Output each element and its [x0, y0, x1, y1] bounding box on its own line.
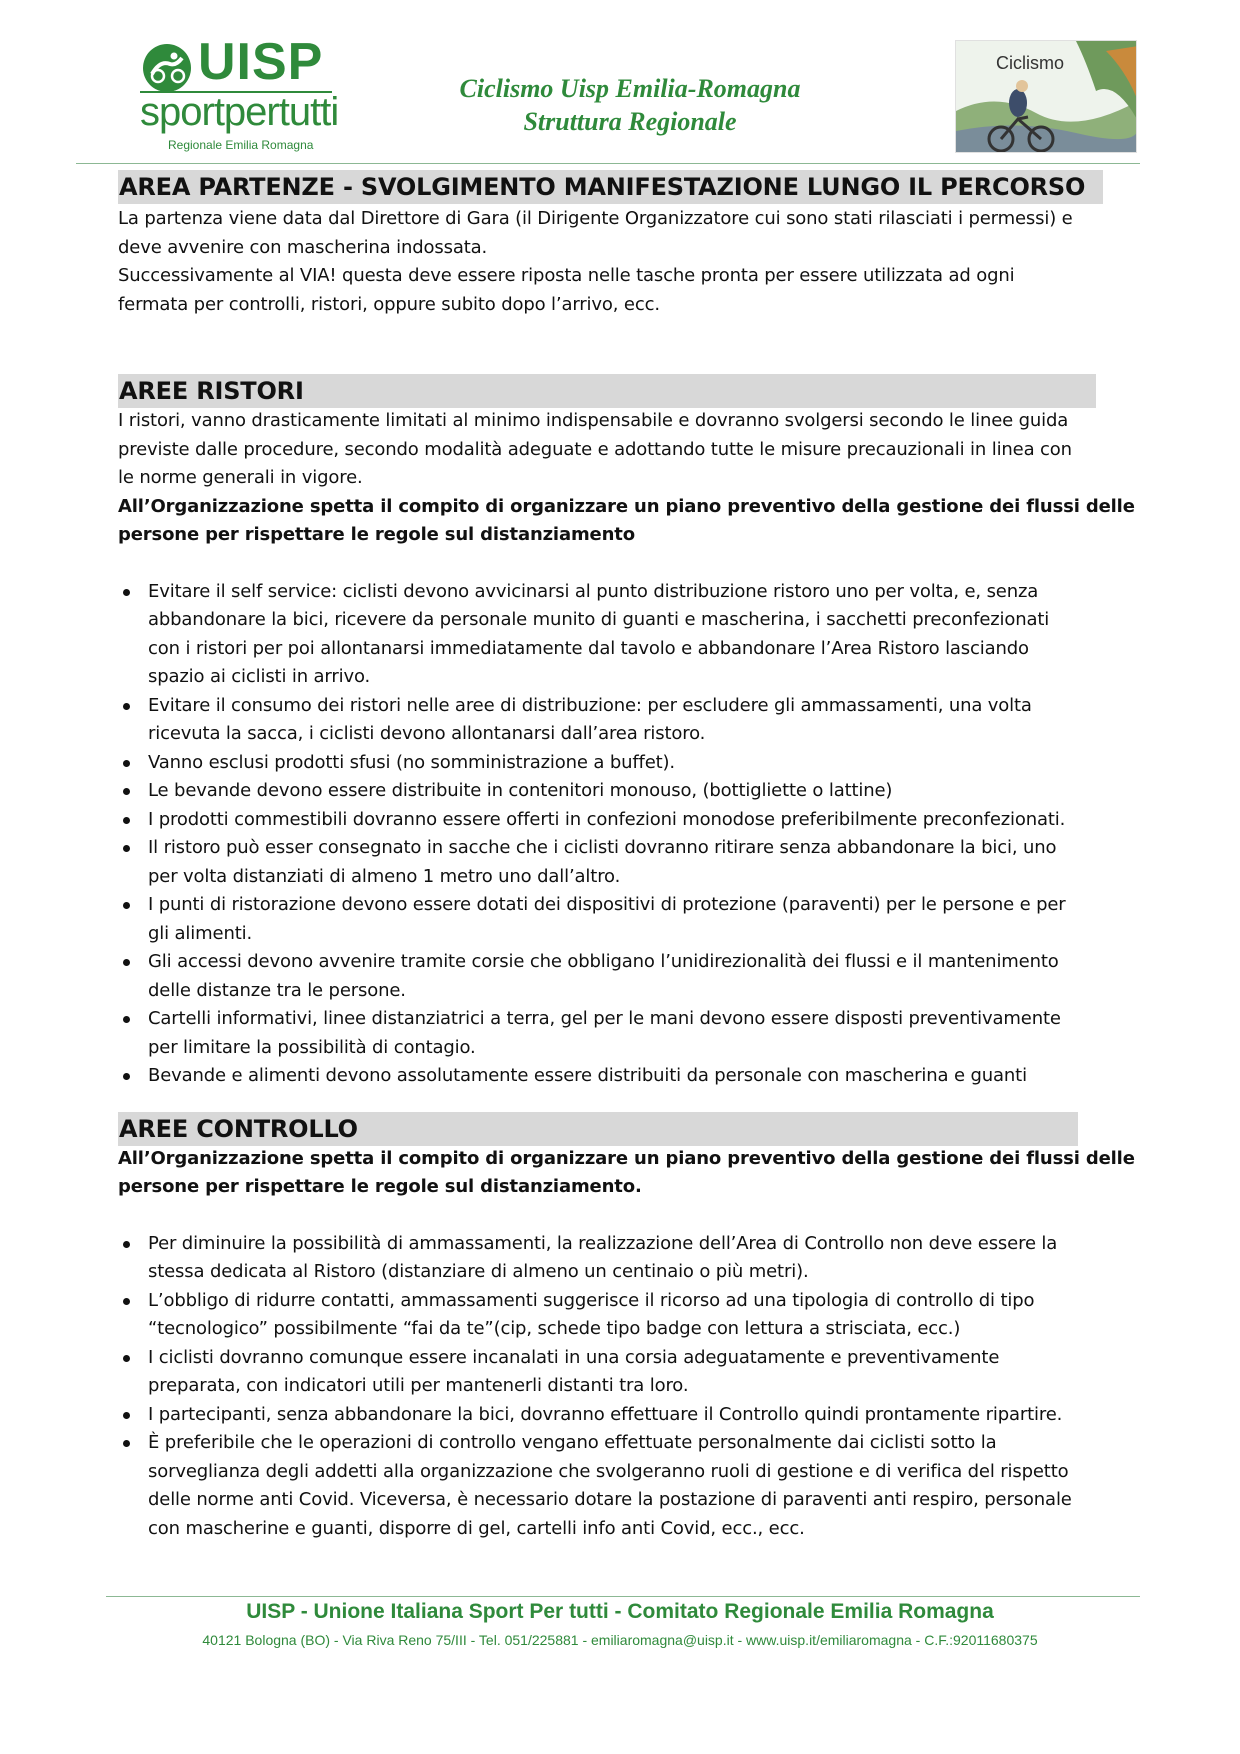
section-ristori — [118, 374, 1096, 408]
list-item-line: spazio ai ciclisti in arrivo. — [148, 666, 371, 687]
bullet-icon — [123, 1355, 130, 1362]
list-item-line: delle norme anti Covid. Viceversa, è necessario dotare la postazione di paraventi anti respiro, personale — [148, 1489, 1072, 1510]
footer-address: 40121 Bologna (BO) - Via Riva Reno 75/III - Tel. 051/225881 - emiliaromagna@uisp.it - www.uisp.it/emiliaromagna - C.F.:92011680375 — [202, 1632, 1038, 1648]
list-item — [118, 834, 1138, 891]
list-item-line: ricevuta la sacca, i ciclisti devono allontanarsi dall’area ristoro. — [148, 723, 706, 744]
ristori-bold-line: All’Organizzazione spetta il compito di organizzare un piano preventivo della gestione dei flussi delle — [118, 495, 1135, 517]
list-item-line: con mascherine e guanti, disporre di gel, cartelli info anti Covid, ecc., ecc. — [148, 1517, 805, 1539]
list-item-line: I partecipanti, senza abbandonare la bici, dovranno effettuare il Controllo quindi prontamente ripartire. — [148, 1403, 1063, 1425]
list-item — [118, 777, 1138, 806]
ristori-text — [118, 407, 1138, 550]
list-item-line: Le bevande devono essere distribuite in contenitori monouso, (bottigliette o lattine) — [148, 780, 893, 801]
section-controllo — [118, 1112, 1078, 1146]
bullet-icon — [123, 788, 130, 795]
header-title-line1: Ciclismo Uisp Emilia-Romagna — [459, 74, 801, 103]
partenze-line: Successivamente al VIA! questa deve essere riposta nelle tasche pronta per essere utilizzata ad ogni — [118, 265, 1015, 286]
section-title-controllo: AREE CONTROLLO — [118, 1112, 1078, 1146]
logo-tagline: sportpertutti — [140, 90, 339, 134]
cyclist-emblem-icon — [138, 40, 198, 94]
list-item-line: “tecnologico” possibilmente “fai da te”(cip, schede tipo badge con lettura a strisciata, ecc.) — [148, 1318, 961, 1339]
list-item-line: Per diminuire la possibilità di ammassamenti, la realizzazione dell’Area di Controllo non deve essere la — [148, 1232, 1058, 1254]
bullet-icon — [123, 1412, 130, 1419]
bullet-icon — [123, 902, 130, 909]
partenze-text — [118, 205, 1138, 319]
page-header — [0, 0, 1240, 165]
footer-divider — [106, 1596, 1140, 1597]
bullet-icon — [123, 817, 130, 824]
ristori-line: previste dalle procedure, secondo modalità adeguate e adottando tutte le misure precauzionali in linea con — [118, 438, 1072, 460]
bullet-icon — [123, 760, 130, 767]
list-item — [118, 692, 1138, 749]
controllo-bold-line: persone per rispettare le regole sul distanziamento. — [118, 1176, 642, 1197]
controllo-bold-line: All’Organizzazione spetta il compito di organizzare un piano preventivo della gestione dei flussi delle — [118, 1147, 1135, 1169]
list-item — [118, 578, 1138, 692]
list-item-line: I ciclisti dovranno comunque essere incanalati in una corsia adeguatamente e preventivamente — [148, 1346, 1000, 1368]
list-item-line: sorveglianza degli addetti alla organizzazione che svolgeranno ruoli di gestione e di verifica del rispetto — [148, 1460, 1069, 1482]
list-item-line: preparata, con indicatori utili per mantenerli distanti tra loro. — [148, 1375, 689, 1396]
list-item — [118, 749, 1138, 778]
list-item-line: I punti di ristorazione devono essere dotati dei dispositivi di protezione (paraventi) per le persone e per — [148, 894, 1066, 915]
bullet-icon — [123, 1440, 130, 1447]
bullet-icon — [123, 845, 130, 852]
partenze-line: La partenza viene data dal Direttore di Gara (il Dirigente Organizzatore cui sono stati rilasciati i permessi) e — [118, 208, 1073, 229]
logo-brand-text: UISP — [198, 33, 324, 91]
list-item-line: È preferibile che le operazioni di controllo vengano effettuate personalmente dai ciclisti sotto la — [148, 1432, 997, 1453]
list-item-line: delle distanze tra le persone. — [148, 979, 406, 1001]
section-partenze — [118, 170, 1103, 204]
partenze-line: deve avvenire con mascherina indossata. — [118, 236, 488, 258]
ristori-line: I ristori, vanno drasticamente limitati al minimo indispensabile e dovranno svolgersi secondo le linee guida — [118, 410, 1069, 431]
list-item-line: per limitare la possibilità di contagio. — [148, 1036, 476, 1058]
header-title — [400, 72, 860, 138]
ciclismo-logo — [955, 40, 1137, 153]
list-item-line: stessa dedicata al Ristoro (distanziare di almeno un centinaio o più metri). — [148, 1261, 809, 1282]
list-item — [118, 948, 1138, 1005]
bullet-icon — [123, 1241, 130, 1248]
ciclismo-logo-title: Ciclismo — [996, 53, 1065, 73]
list-item-line: Evitare il self service: ciclisti devono avvicinarsi al punto distribuzione ristoro uno per volta, e, senza — [148, 580, 1039, 602]
bullet-icon — [123, 1016, 130, 1023]
footer-title: UISP - Unione Italiana Sport Per tutti - Comitato Regionale Emilia Romagna — [246, 1600, 994, 1623]
bullet-icon — [123, 703, 130, 710]
bullet-icon — [123, 1073, 130, 1080]
list-item — [118, 1344, 1138, 1401]
list-item-line: con i ristori per poi allontanarsi immediatamente dal tavolo e abbandonare l’Area Ristoro lasciando — [148, 637, 1029, 659]
header-title-line2: Struttura Regionale — [523, 107, 737, 136]
list-item-line: gli alimenti. — [148, 922, 253, 944]
logo-region: Regionale Emilia Romagna — [168, 138, 314, 152]
list-item — [118, 891, 1138, 948]
section-title-ristori: AREE RISTORI — [118, 374, 1096, 408]
list-item — [118, 1287, 1138, 1344]
controllo-bullet-list — [118, 1230, 1138, 1544]
list-item — [118, 1062, 1138, 1091]
list-item — [118, 1230, 1138, 1287]
ristori-bullet-list — [118, 578, 1138, 1091]
list-item-line: L’obbligo di ridurre contatti, ammassamenti suggerisce il ricorso ad una tipologia di controllo di tipo — [148, 1289, 1035, 1311]
header-divider — [76, 163, 1140, 164]
ristori-line: le norme generali in vigore. — [118, 467, 363, 488]
list-item-line: Gli accessi devono avvenire tramite corsie che obbligano l’unidirezionalità dei flussi e il mantenimento — [148, 951, 1059, 972]
list-item-line: Vanno esclusi prodotti sfusi (no somministrazione a buffet). — [148, 751, 676, 773]
uisp-logo — [138, 33, 339, 156]
list-item-line: Bevande e alimenti devono assolutamente essere distribuiti da personale con mascherina e guanti — [148, 1065, 1027, 1086]
list-item — [118, 1005, 1138, 1062]
list-item-line: Il ristoro può esser consegnato in sacche che i ciclisti dovranno ritirare senza abbandonare la bici, uno — [148, 837, 1057, 858]
section-title-partenze: AREA PARTENZE - SVOLGIMENTO MANIFESTAZIONE LUNGO IL PERCORSO — [118, 170, 1103, 204]
list-item-line: per volta distanziati di almeno 1 metro uno dall’altro. — [148, 865, 621, 887]
partenze-line: fermata per controlli, ristori, oppure subito dopo l’arrivo, ecc. — [118, 293, 660, 315]
list-item — [118, 806, 1138, 835]
controllo-text — [118, 1145, 1138, 1202]
list-item — [118, 1401, 1138, 1430]
document-body — [118, 170, 1138, 1543]
list-item — [118, 1429, 1138, 1543]
list-item-line: abbandonare la bici, ricevere da personale munito di guanti e mascherina, i sacchetti preconfezionati — [148, 609, 1050, 630]
bullet-icon — [123, 1298, 130, 1305]
list-item-line: Cartelli informativi, linee distanziatrici a terra, gel per le mani devono essere disposti preventivamente — [148, 1008, 1061, 1029]
bullet-icon — [123, 589, 130, 596]
list-item-line: Evitare il consumo dei ristori nelle aree di distribuzione: per escludere gli ammassamenti, una volta — [148, 694, 1032, 716]
bullet-icon — [123, 959, 130, 966]
list-item-line: I prodotti commestibili dovranno essere offerti in confezioni monodose preferibilmente preconfezionati. — [148, 808, 1066, 830]
ristori-bold-line: persone per rispettare le regole sul distanziamento — [118, 524, 635, 545]
